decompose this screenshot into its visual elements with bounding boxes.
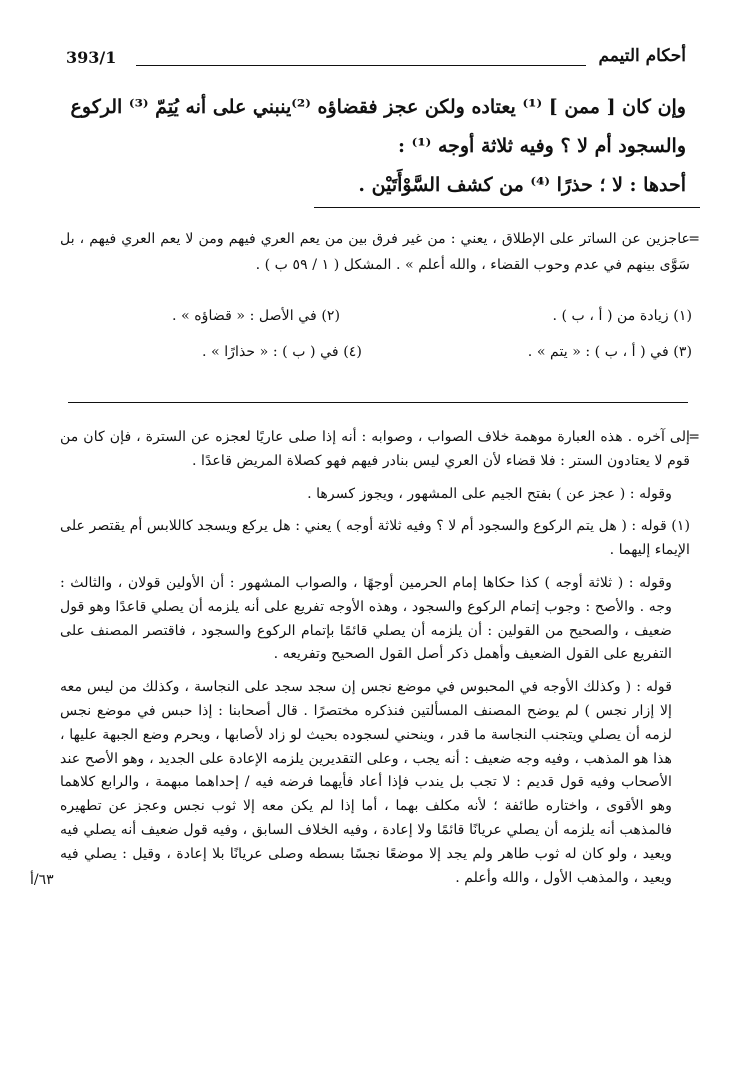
continued-footnote-text: عاجزين عن الساتر على الإطلاق ، يعني : من غير فرق بين من يعم العري فيهم ومن لا يعم العري فيهم ، بل سَوَّى بينهم في عدم وحوب القضاء ، والله أعلم » . المشكل ( ١ / ٥٩ ب ) .	[60, 231, 690, 273]
page-header	[66, 46, 686, 76]
footnote-row-1	[92, 308, 692, 334]
continued-footnote	[60, 226, 700, 278]
manuscript-folio-ref: ٦٣/أ	[30, 872, 54, 888]
main-text-underline	[314, 207, 700, 208]
main-line-3: أحدها : لا ؛ حذرًا ⁽⁴⁾ من كشف السَّوْأَتَيْن .	[358, 174, 686, 196]
page-number: 393/1	[66, 48, 117, 67]
commentary-marker: =	[688, 429, 700, 445]
commentary-para-1: = إلى آخره . هذه العبارة موهمة خلاف الصواب ، وصوابه : أنه إذا صلى عاريًا لعجزه عن السترة ، فإن كان من قوم لا يعتادون الستر : فلا قضاء لأن العري ليس بنادر فيهم فهو كصلاة المريض قاعدًا .	[60, 426, 690, 474]
main-line-1: وإن كان [ ممن ] ⁽¹⁾ يعتاده ولكن عجز فقضاؤه ⁽²⁾ينبني على أنه يُتِمّ ⁽³⁾ الركوع	[70, 96, 686, 118]
separator-rule	[68, 402, 688, 403]
header-rule	[136, 65, 586, 66]
main-text	[66, 88, 686, 205]
footnote-3: (٣) في ( أ ، ب ) : « يتم » .	[527, 344, 692, 360]
footnote-2: (٢) في الأصل : « قضاؤه » .	[172, 308, 341, 324]
footnote-row-2	[92, 344, 692, 370]
commentary-para-3: (١) قوله : ( هل يتم الركوع والسجود أم لا ؟ وفيه ثلاثة أوجه ) يعني : هل يركع ويسجد كاللابس أم يقتصر على الإيماء إليهما .	[60, 518, 690, 559]
running-title: أحكام التيمم	[598, 46, 686, 66]
footnote-4: (٤) في ( ب ) : « حذارًا » .	[202, 344, 362, 360]
commentary	[60, 426, 700, 899]
continuation-marker: =	[688, 231, 700, 247]
commentary-para-4: وقوله : ( ثلاثة أوجه ) كذا حكاها إمام الحرمين أوجهًا ، والصواب المشهور : أن الأولين قولان ، والثالث : وجه . والأصح : وجوب إتمام الركوع والسجود ، وهذه الأوجه تفريع على أنه يلزمه أن يصلي قاعدًا وهو قول ضعيف ، والصحيح من القولين : أن يلزمه أن يصلي قائمًا بإتمام الركوع والسجود ، فاقتصر المصنف على التفريع على القول الضعيف وأهمل ذكر أصل القول الصحيح وتفريعه .	[60, 574, 672, 663]
main-line-2: والسجود أم لا ؟ وفيه ثلاثة أوجه ⁽¹⁾ :	[398, 135, 686, 157]
commentary-para-2: وقوله : ( عجز عن ) بفتح الجيم على المشهور ، ويجوز كسرها .	[307, 485, 672, 502]
commentary-para-5: قوله : ( وكذلك الأوجه في المحبوس في موضع نجس إن سجد سجد على النجاسة ، وكذلك من ليس معه إلا إزار نجس ) لم يوضح المصنف المسألتين فنذكره مختصرًا . قال أصحابنا : إذا حبس في موضع نجس لزمه أن يصلي ويتجنب النجاسة ما قدر ، وينحني لسجوده بحيث لو زاد لأصابها ، ويحرم وضع الجبهة عليها ، هذا هو المذهب ، وفيه وجه ضعيف : أنه يجب ، وعلى التقديرين يلزمه الإعادة على الجديد ، وهو الأصح عند الأصحاب وفيه قول قديم : لا تجب بل يندب فإذا أعاد فأيهما فرضه فيه / إحداهما مبهمة ، والرابع كلاهما وهو الأقوى ، واختاره طائفة ؛ لأنه مكلف بهما ، أما إذا لم يكن معه إلا ثوب نجس وعجز عن تطهيره فالمذهب أنه يلزمه أن يصلي عريانًا قائمًا ولا إعادة ، وفيه الخلاف السابق ، وفيه قول ضعيف أنه يصلي فيه ويعيد ، ولو كان له ثوب طاهر ولم يجد إلا موضعًا نجسًا بسطه وصلى عريانًا بلا إعادة ، وقيل : يصلي فيه ويعيد ، والمذهب الأول ، والله وأعلم .	[60, 679, 672, 886]
footnote-1: (١) زيادة من ( أ ، ب ) .	[552, 308, 692, 324]
